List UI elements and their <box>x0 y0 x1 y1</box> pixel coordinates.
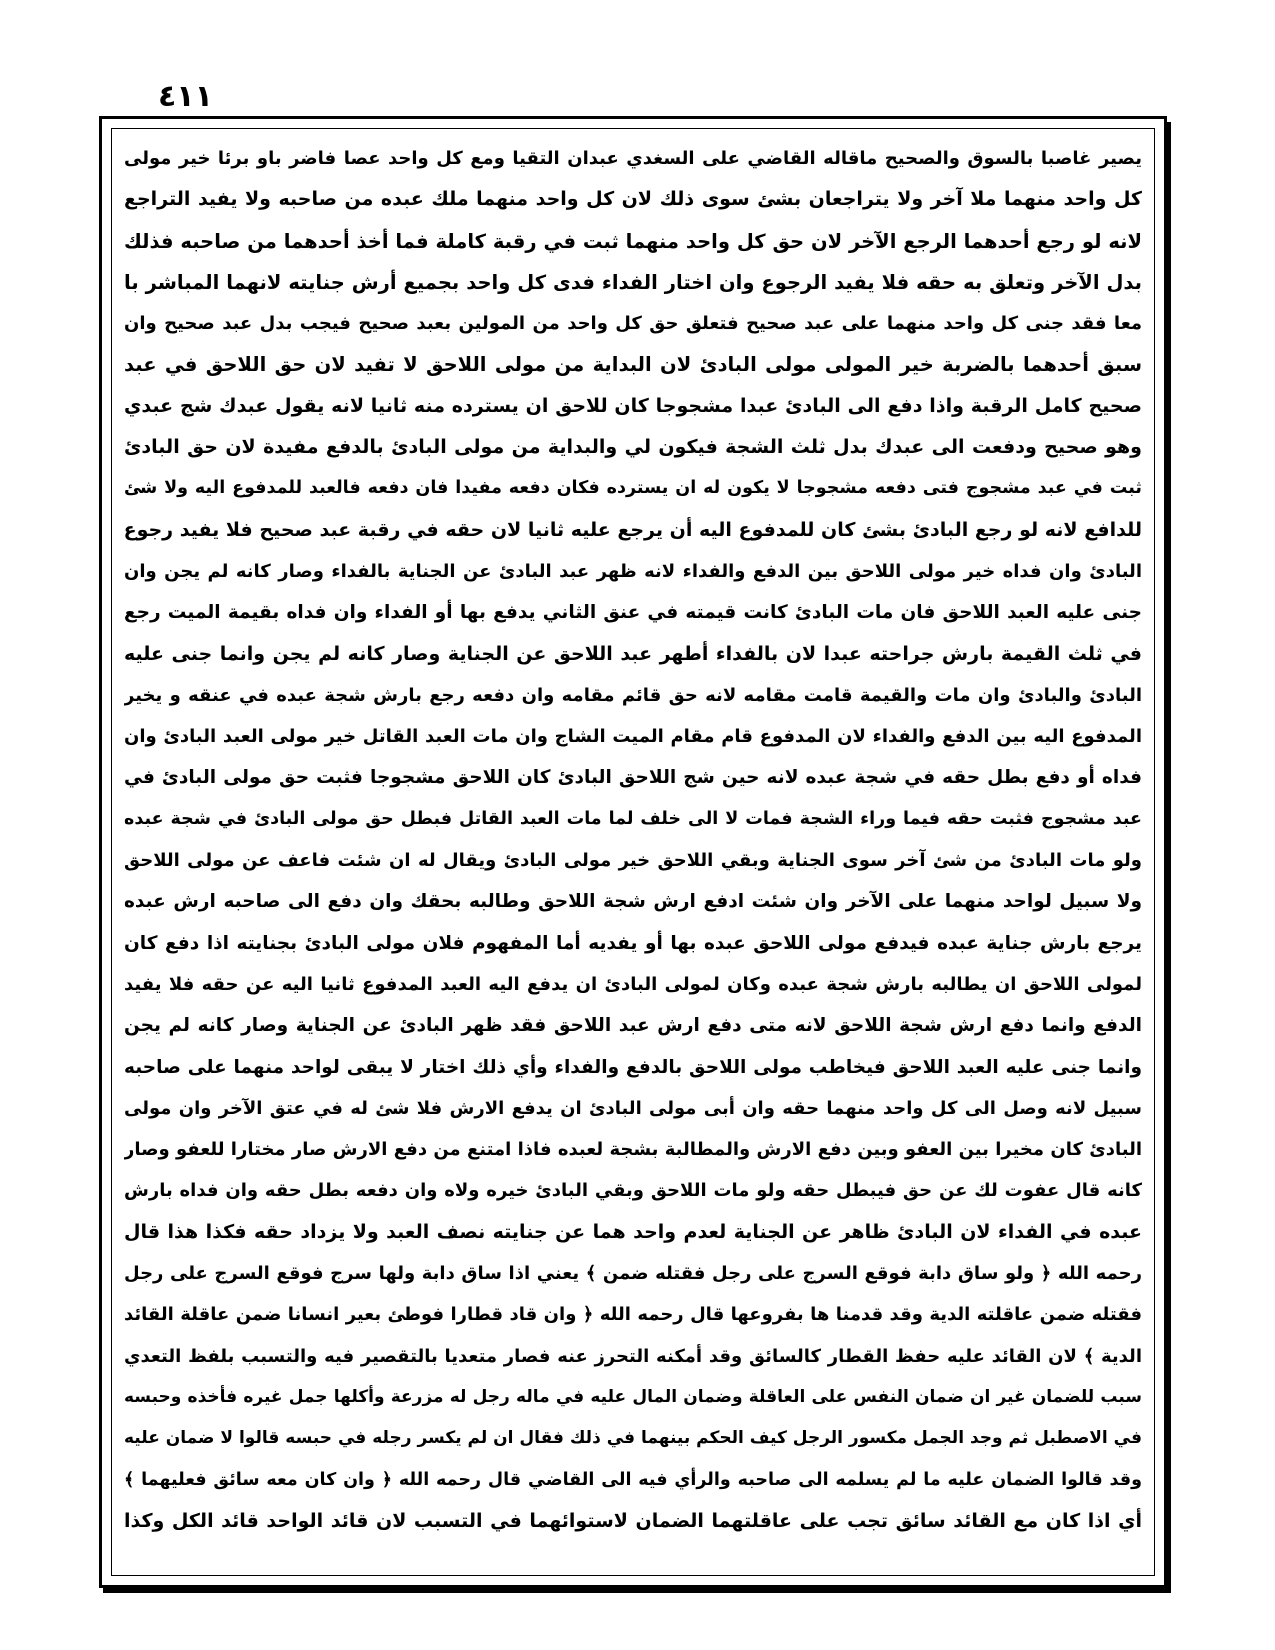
frame-shadow-bottom <box>103 1588 1171 1593</box>
text-line: الدفع وانما دفع ارش شجة اللاحق لانه متى دفع ارش عبد اللاحق فقد ظهر البادئ عن الجناية وصار كانه لم يجن <box>124 1015 1142 1037</box>
text-line: ولا سبيل لواحد منهما على الآخر وان شئت ادفع ارش شجة اللاحق وطالبه بحقك وان دفع الى صاحبه ارش عبده <box>124 891 1142 913</box>
text-line: سبيل لانه وصل الى كل واحد منهما حقه وان أبى مولى البادئ ان يدفع الارش فلا شئ له في عتق الآخر وان مولى <box>124 1097 1142 1119</box>
text-line: لانه لو رجع أحدهما الرجع الآخر لان حق كل واحد منهما ثبت في رقبة كاملة فما أخذ أحدهما من صاحبه فذلك <box>124 229 1142 253</box>
text-line: كانه قال عفوت لك عن حق فيبطل حقه ولو مات اللاحق وبقي البادئ خيره ولاه وان دفعه بطل حقه وان فداه بارش <box>124 1180 1142 1202</box>
page-number: ٤١١ <box>158 79 213 114</box>
text-line: عبد مشجوج فثبت حقه فيما وراء الشجة فمات لا الى خلف لما مات العبد القاتل فبطل حق مولى البادئ في شجة عبده <box>124 808 1142 829</box>
text-line: عبده في الفداء لان البادئ ظاهر عن الجناية لعدم واحد هما عن جنايته نصف العبد ولا يزداد حقه فكذا هذا قال <box>124 1220 1142 1243</box>
text-line: فداه أو دفع بطل حقه في شجة عبده لانه حين شج اللاحق البادئ كان اللاحق مشجوجا فثبت حق مولى البادئ في <box>124 767 1142 789</box>
text-line: جنى عليه العبد اللاحق فان مات البادئ كانت قيمته في عنق الثاني يدفع بها أو الفداء وان فداه بقيمة الميت رجع <box>124 602 1142 624</box>
text-line: في ثلث القيمة بارش جراحته عبدا لان بالفداء أطهر عبد اللاحق عن الجناية وصار كانه لم يجن وانما جنى عليه <box>124 642 1142 665</box>
text-line: ولو مات البادئ من شئ آخر سوى الجناية وبقي اللاحق خير مولى البادئ ويقال له ان شئت فاعف عن مولى اللاحق <box>124 850 1142 872</box>
text-line: وهو صحيح ودفعت الى عبدك بدل ثلث الشجة فيكون لي والبداية من مولى البادئ بالدفع مفيدة لان حق البادئ <box>124 436 1142 459</box>
text-line: رحمه الله ﴿ ولو ساق دابة فوقع السرج على رجل فقتله ضمن ﴾ يعني اذا ساق دابة ولها سرج فوقع السرج على رجل <box>124 1263 1142 1285</box>
text-line: البادئ كان مخيرا بين العفو وبين دفع الارش والمطالبة بشجة لعبده فاذا امتنع من دفع الارش صار مختارا للعفو وصار <box>124 1139 1142 1161</box>
text-line: البادئ وان فداه خير مولى اللاحق بين الدفع والفداء لانه ظهر عبد البادئ عن الجناية بالفداء وصار كانه لم يجن وان <box>124 560 1142 582</box>
text-line: يرجع بارش جناية عبده فيدفع مولى اللاحق عبده بها أو يفديه أما المفهوم فلان مولى البادئ بجنايته اذا دفع كان <box>124 932 1142 954</box>
text-line: وقد قالوا الضمان عليه ما لم يسلمه الى صاحبه والرأي فيه الى القاضي قال رحمه الله ﴿ وان كان معه سائق فعليهما ﴾ <box>124 1469 1142 1490</box>
text-line: للدافع لانه لو رجع البادئ بشئ كان للمدفوع اليه أن يرجع عليه ثانيا لان حقه في رقبة عبد صحيح فلا يفيد رجوع <box>124 518 1142 541</box>
text-line: الدية ﴾ لان القائد عليه حفظ القطار كالسائق وقد أمكنه التحرز عنه فصار متعديا بالتقصير فيه والتسبب بلفظ التعدي <box>124 1345 1142 1367</box>
text-body <box>124 138 1142 1568</box>
text-line: أي اذا كان مع القائد سائق تجب على عاقلتهما الضمان لاستوائهما في التسبب لان قائد الواحد قائد الكل وكذا <box>124 1509 1142 1532</box>
text-line: فقتله ضمن عاقلته الدية وقد قدمنا ها بفروعها قال رحمه الله ﴿ وان قاد قطارا فوطئ بعير انسانا ضمن عاقلة القائد <box>124 1304 1142 1326</box>
text-line: سبق أحدهما بالضربة خير المولى مولى البادئ لان البداية من مولى اللاحق لا تفيد لان حق اللاحق في عبد <box>124 353 1142 377</box>
text-line: في الاصطبل ثم وجد الجمل مكسور الرجل كيف الحكم بينهما في ذلك فقال ان لم يكسر رجله في حبسه قالوا لا ضمان عليه <box>124 1428 1142 1449</box>
text-line: المدفوع اليه بين الدفع والفداء لان المدفوع قام مقام الميت الشاج وان مات العبد القاتل خير مولى العبد البادئ وان <box>124 726 1142 748</box>
text-line: لمولى اللاحق ان يطالبه بارش شجة عبده وكان لمولى البادئ ان يدفع اليه العبد المدفوع ثانيا اليه عن حقه فلا يفيد <box>124 973 1142 995</box>
text-line: كل واحد منهما ملا آخر ولا يتراجعان بشئ سوى ذلك لان كل واحد منهما ملك عبده من صاحبه ولا يفيد التراجع <box>124 188 1142 211</box>
text-line: البادئ والبادئ وان مات والقيمة قامت مقامه لانه حق قائم مقامه وان دفعه رجع بارش شجة عبده في عنقه و يخير <box>124 684 1142 706</box>
text-line: يصير غاصبا بالسوق والصحيح ماقاله القاضي على السغدي عبدان التقيا ومع كل واحد عصا فاضر باو برئا خير مولى <box>124 148 1142 169</box>
text-line: سبب للضمان غير ان ضمان النفس على العاقلة وضمان المال عليه في ماله رجل له مزرعة وأكلها جمل غيره فأخذه وحبسه <box>124 1386 1142 1407</box>
text-line: وانما جنى عليه العبد اللاحق فيخاطب مولى اللاحق بالدفع والفداء وأي ذلك اختار لا يبقى لواحد منهما على صاحبه <box>124 1056 1142 1078</box>
text-line: معا فقد جنى كل واحد منهما على عبد صحيح فتعلق حق كل واحد من المولين بعبد صحيح فيجب بدل عبد صحيح وان <box>124 313 1142 335</box>
text-line: بدل الآخر وتعلق به حقه فلا يفيد الرجوع وان اختار الفداء فدى كل واحد بجميع أرش جنايته لانهما المباشر با <box>124 270 1142 294</box>
frame-shadow-right <box>1167 122 1171 1593</box>
text-line: صحيح كامل الرقبة واذا دفع الى البادئ عبدا مشجوجا كان للاحق ان يسترده منه ثانيا لانه يقول عبدك شج عبدي <box>124 394 1142 417</box>
text-line: ثبت في عبد مشجوج فتى دفعه مشجوجا لا يكون له ان يسترده فكان دفعه مفيدا فان دفعه فالعبد للمدفوع اليه ولا شئ <box>124 478 1142 499</box>
